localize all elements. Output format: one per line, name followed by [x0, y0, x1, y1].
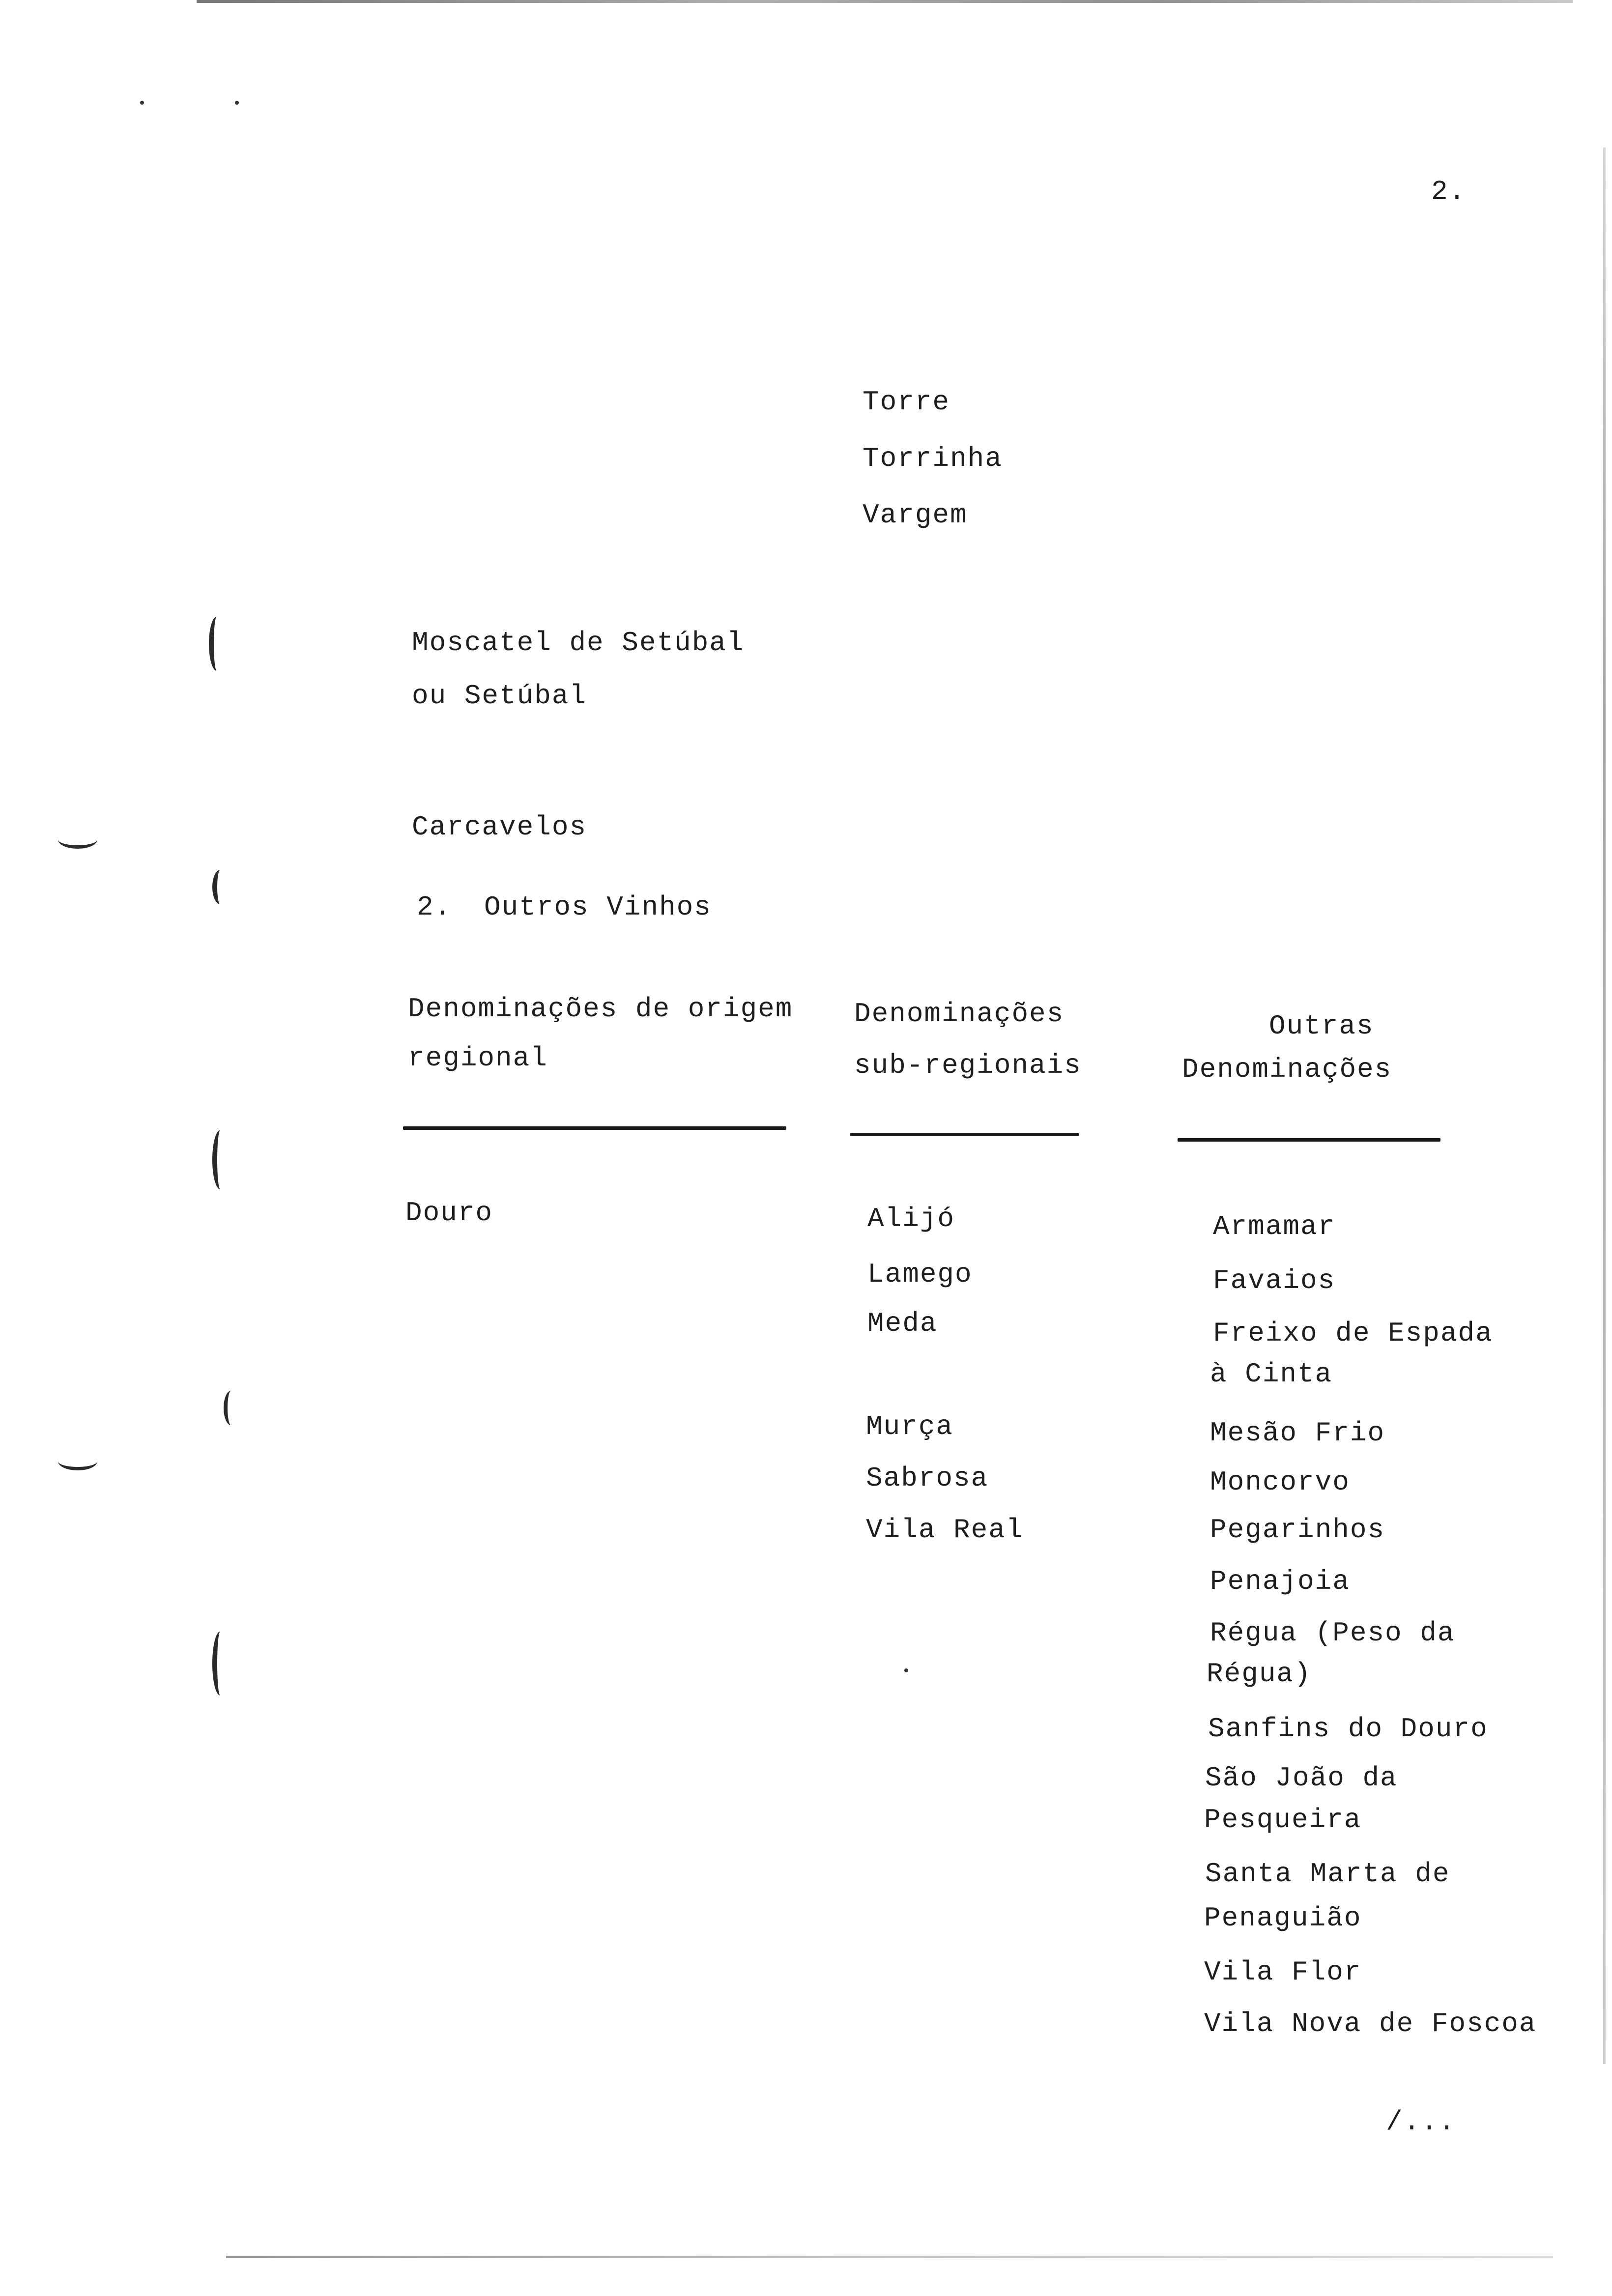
scan-edge-top — [197, 0, 1573, 3]
punch-hole-mark — [209, 617, 225, 671]
speck — [140, 101, 144, 105]
header-rule-outras — [1178, 1138, 1440, 1142]
header-rule-regional — [403, 1126, 786, 1130]
column-header-regional-line-2: regional — [408, 1042, 548, 1074]
subregional-item: Alijó — [867, 1203, 955, 1234]
top-list-item: Torre — [863, 386, 950, 418]
outras-item: Sanfins do Douro — [1208, 1713, 1488, 1745]
subregional-item: Murça — [866, 1411, 954, 1442]
outras-item: Régua) — [1207, 1658, 1312, 1690]
outras-item: Penajoia — [1210, 1566, 1350, 1597]
scan-edge-right — [1603, 147, 1606, 2064]
outras-item: Santa Marta de — [1205, 1858, 1450, 1890]
punch-hole-mark — [212, 870, 228, 904]
outras-item: Moncorvo — [1210, 1466, 1350, 1498]
outras-item: Régua (Peso da — [1210, 1617, 1455, 1649]
speck — [235, 101, 239, 105]
punch-hole-mark — [212, 1130, 228, 1189]
scan-mark — [58, 831, 97, 849]
punch-hole-mark — [212, 1632, 228, 1695]
section-title: Outros Vinhos — [484, 891, 712, 923]
column-header-subregional-line-2: sub-regionais — [854, 1050, 1082, 1081]
outras-item: Penaguião — [1204, 1902, 1362, 1934]
subregional-item: Meda — [867, 1308, 938, 1339]
column-header-regional-line-1: Denominações de origem — [408, 993, 793, 1025]
header-rule-subregional — [850, 1133, 1079, 1136]
moscatel-line-2: ou Setúbal — [412, 680, 587, 712]
subregional-item: Lamego — [867, 1259, 973, 1290]
outras-item: Freixo de Espada — [1213, 1318, 1493, 1349]
subregional-item: Vila Real — [866, 1514, 1024, 1546]
regional-value: Douro — [405, 1197, 493, 1229]
column-header-outras-line-2: Denominações — [1182, 1054, 1392, 1085]
top-list-item: Vargem — [863, 499, 968, 531]
outras-item: Favaios — [1213, 1265, 1336, 1296]
section-number: 2. — [417, 891, 452, 923]
scan-mark — [58, 1452, 97, 1470]
outras-item: Pesqueira — [1204, 1804, 1362, 1836]
outras-item: Pegarinhos — [1210, 1514, 1385, 1546]
top-list-item: Torrinha — [863, 443, 1003, 474]
outras-item: Mesão Frio — [1210, 1417, 1385, 1449]
column-header-subregional-line-1: Denominações — [854, 998, 1065, 1030]
outras-item: Armamar — [1213, 1211, 1336, 1242]
outras-item: Vila Flor — [1204, 1956, 1362, 1988]
scan-edge-bottom — [226, 2256, 1553, 2258]
carcavelos-label: Carcavelos — [412, 811, 587, 843]
page-number: 2. — [1431, 176, 1467, 207]
punch-hole-mark — [224, 1391, 238, 1425]
speck — [904, 1668, 908, 1672]
subregional-item: Sabrosa — [866, 1463, 989, 1494]
outras-item: à Cinta — [1210, 1358, 1333, 1390]
moscatel-line-1: Moscatel de Setúbal — [412, 627, 745, 659]
outras-item: Vila Nova de Foscoa — [1204, 2008, 1537, 2039]
column-header-outras-line-1: Outras — [1269, 1010, 1374, 1042]
continuation-mark: /... — [1386, 2106, 1456, 2138]
outras-item: São João da — [1205, 1762, 1398, 1794]
